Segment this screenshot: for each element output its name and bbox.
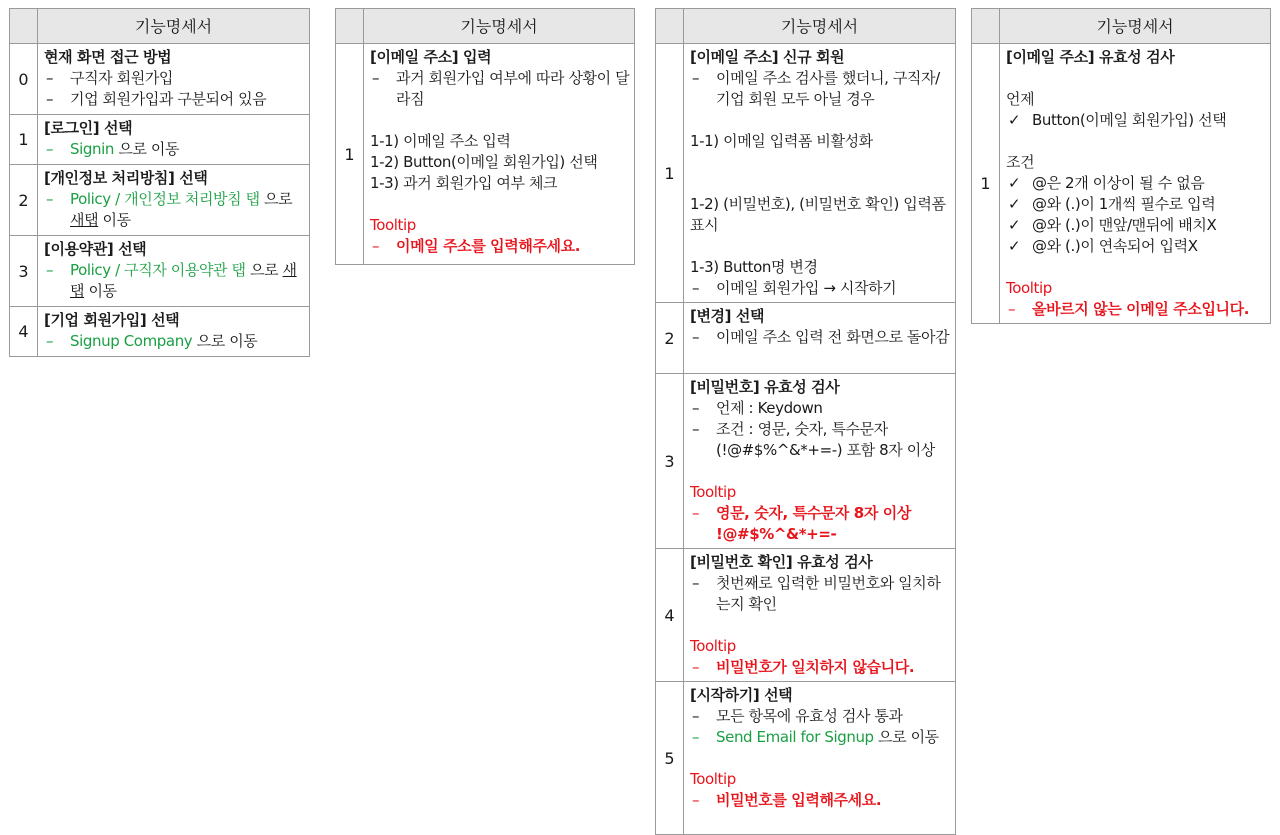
table-row [972, 44, 1271, 324]
table-header: 기능명세서 [1000, 9, 1271, 44]
item-text: 첫번째로 입력한 비밀번호와 일치하는지 확인 [716, 574, 941, 613]
row-number: 1 [656, 44, 684, 303]
row-number: 4 [10, 307, 38, 357]
blank-line [690, 110, 951, 131]
table-header: 기능명세서 [364, 9, 635, 44]
row-content [364, 44, 635, 265]
dash-item [690, 706, 951, 727]
item-title: [이메일 주소] 입력 [370, 48, 492, 66]
tooltip-label: Tooltip [370, 216, 416, 234]
text-line: 1-3) Button명 변경 [690, 258, 818, 276]
row-number: 1 [972, 44, 1000, 324]
dash-bullet-icon: – [46, 69, 54, 87]
dash-item [44, 331, 305, 352]
table-row [656, 549, 956, 682]
table-row [10, 236, 310, 307]
item-text: 이메일 주소 검사를 했더니, 구직자/기업 회원 모두 아닐 경우 [716, 69, 940, 108]
row-number: 2 [656, 303, 684, 374]
table-row [10, 165, 310, 236]
blank-line [370, 194, 630, 215]
dash-bullet-icon: – [692, 707, 700, 725]
row-content [38, 165, 310, 236]
screen-link-text: Policy / 개인정보 처리방침 탭 [70, 190, 260, 208]
dash-item [690, 573, 951, 615]
dash-bullet-icon: – [692, 504, 700, 522]
item-title: [시작하기] 선택 [690, 686, 793, 704]
tooltip-message: 이메일 주소를 입력해주세요. [396, 237, 581, 255]
row-number: 4 [656, 549, 684, 682]
item-title: [이용약관] 선택 [44, 240, 147, 258]
dash-bullet-icon: – [372, 69, 380, 87]
dash-item [370, 68, 630, 110]
table-header: 기능명세서 [684, 9, 956, 44]
dash-bullet-icon: – [692, 420, 700, 438]
dash-item [690, 327, 951, 348]
tooltip-label: Tooltip [690, 770, 736, 788]
dash-item [690, 419, 951, 461]
blank-line [1006, 68, 1266, 89]
item-title: [기업 회원가입] 선택 [44, 311, 180, 329]
screen-link-text: Signup Company [70, 332, 193, 350]
checkmark-icon: ✓ [1008, 216, 1021, 234]
text-line: 1-3) 과거 회원가입 여부 체크 [370, 174, 558, 192]
corner-cell [972, 9, 1000, 44]
blank-line [690, 461, 951, 482]
row-number: 5 [656, 682, 684, 835]
item-title: [이메일 주소] 유효성 검사 [1006, 48, 1175, 66]
check-item [1006, 194, 1266, 215]
tooltip-label: Tooltip [1006, 279, 1052, 297]
checkmark-icon: ✓ [1008, 111, 1021, 129]
blank-line [690, 615, 951, 636]
item-text: 이동 [84, 282, 117, 300]
item-text: 새탭 [70, 261, 297, 300]
table-row [10, 44, 310, 115]
checkmark-icon: ✓ [1008, 237, 1021, 255]
item-text: @은 2개 이상이 될 수 없음 [1032, 174, 1205, 192]
table-row [10, 115, 310, 165]
item-text: 새탭 [70, 211, 99, 229]
dash-item [44, 68, 305, 89]
blank-line [1006, 131, 1266, 152]
table-row [10, 307, 310, 357]
item-title: [비밀번호] 유효성 검사 [690, 378, 840, 396]
text-line: 1-1) 이메일 주소 입력 [370, 132, 511, 150]
spec-table-3 [655, 8, 956, 835]
item-text: 언제 : Keydown [716, 399, 823, 417]
text-line: 1-1) 이메일 입력폼 비활성화 [690, 132, 873, 150]
item-text: @와 (.)이 맨앞/맨뒤에 배치X [1032, 216, 1217, 234]
item-title: [개인정보 처리방침] 선택 [44, 169, 208, 187]
row-number: 3 [10, 236, 38, 307]
spec-table-2 [335, 8, 635, 265]
dash-item [44, 260, 305, 302]
table-row [656, 374, 956, 549]
item-text: 으로 이동 [873, 728, 939, 746]
row-number: 3 [656, 374, 684, 549]
dash-bullet-icon: – [46, 332, 54, 350]
row-content [684, 549, 956, 682]
tooltip-message: 비밀번호를 입력해주세요. [716, 791, 882, 809]
table-header: 기능명세서 [38, 9, 310, 44]
dash-item [690, 657, 951, 678]
dash-item [690, 68, 951, 110]
row-content [684, 303, 956, 374]
row-content [38, 236, 310, 307]
item-text: 이메일 회원가입 → 시작하기 [716, 279, 897, 297]
item-title: [로그인] 선택 [44, 119, 133, 137]
check-item [1006, 173, 1266, 194]
blank-line [690, 173, 951, 194]
table-row [656, 682, 956, 835]
check-item [1006, 236, 1266, 257]
item-title: [변경] 선택 [690, 307, 765, 325]
checkmark-icon: ✓ [1008, 174, 1021, 192]
dash-bullet-icon: – [372, 237, 380, 255]
table-row [336, 44, 635, 265]
screen-link-text: Signin [70, 140, 114, 158]
dash-bullet-icon: – [692, 399, 700, 417]
check-item [1006, 110, 1266, 131]
row-content [684, 682, 956, 835]
text-line: 언제 [1006, 90, 1035, 108]
item-text: 이동 [98, 211, 131, 229]
item-text: 으로 이동 [114, 140, 180, 158]
spec-table-4 [971, 8, 1271, 324]
table-row [656, 44, 956, 303]
dash-item [690, 790, 951, 811]
item-text: Button(이메일 회원가입) 선택 [1032, 111, 1227, 129]
checkmark-icon: ✓ [1008, 195, 1021, 213]
blank-line [370, 110, 630, 131]
spec-table-1 [9, 8, 310, 357]
row-number: 1 [336, 44, 364, 265]
tooltip-label: Tooltip [690, 637, 736, 655]
dash-bullet-icon: – [692, 69, 700, 87]
item-text: 이메일 주소 입력 전 화면으로 돌아감 [716, 328, 950, 346]
dash-item [44, 89, 305, 110]
row-content [38, 115, 310, 165]
dash-item [44, 189, 305, 231]
dash-item [690, 278, 951, 299]
blank-line [690, 152, 951, 173]
item-title: [비밀번호 확인] 유효성 검사 [690, 553, 873, 571]
blank-line [690, 748, 951, 769]
dash-bullet-icon: – [692, 658, 700, 676]
item-text: 모든 항목에 유효성 검사 통과 [716, 707, 903, 725]
row-number: 0 [10, 44, 38, 115]
tooltip-message: 영문, 숫자, 특수문자 8자 이상 !@#$%^&*+=- [716, 504, 911, 543]
row-content [38, 307, 310, 357]
text-line: 1-2) (비밀번호), (비밀번호 확인) 입력폼 표시 [690, 195, 946, 234]
dash-bullet-icon: – [692, 791, 700, 809]
item-title: 현재 화면 접근 방법 [44, 48, 172, 66]
row-number: 1 [10, 115, 38, 165]
row-content [38, 44, 310, 115]
tooltip-message: 올바르지 않는 이메일 주소입니다. [1032, 300, 1250, 318]
dash-bullet-icon: – [46, 261, 54, 279]
dash-item [1006, 299, 1266, 320]
corner-cell [10, 9, 38, 44]
dash-bullet-icon: – [692, 574, 700, 592]
row-content [684, 374, 956, 549]
tooltip-message: 비밀번호가 일치하지 않습니다. [716, 658, 915, 676]
dash-bullet-icon: – [692, 328, 700, 346]
text-line: 조건 [1006, 153, 1035, 171]
item-text: 으로 [259, 190, 293, 208]
item-text: 구직자 회원가입 [70, 69, 173, 87]
dash-bullet-icon: – [46, 190, 54, 208]
corner-cell [336, 9, 364, 44]
screen-link-text: Send Email for Signup [716, 728, 874, 746]
text-line: 1-2) Button(이메일 회원가입) 선택 [370, 153, 598, 171]
dash-bullet-icon: – [1008, 300, 1016, 318]
blank-line [690, 236, 951, 257]
item-text: 기업 회원가입과 구분되어 있음 [70, 90, 267, 108]
dash-bullet-icon: – [46, 140, 54, 158]
row-content [684, 44, 956, 303]
corner-cell [656, 9, 684, 44]
dash-bullet-icon: – [692, 728, 700, 746]
item-text: 조건 : 영문, 숫자, 특수문자 (!@#$%^&*+=-) 포함 8자 이상 [716, 420, 935, 459]
dash-bullet-icon: – [692, 279, 700, 297]
item-text: 으로 이동 [192, 332, 258, 350]
item-text: @와 (.)이 1개씩 필수로 입력 [1032, 195, 1216, 213]
dash-item [370, 236, 630, 257]
item-text: 과거 회원가입 여부에 따라 상황이 달라짐 [396, 69, 630, 108]
tooltip-label: Tooltip [690, 483, 736, 501]
table-row [656, 303, 956, 374]
item-text: @와 (.)이 연속되어 입력X [1032, 237, 1198, 255]
blank-line [1006, 257, 1266, 278]
dash-item [690, 727, 951, 748]
row-number: 2 [10, 165, 38, 236]
dash-bullet-icon: – [46, 90, 54, 108]
dash-item [690, 398, 951, 419]
dash-item [690, 503, 951, 545]
dash-item [44, 139, 305, 160]
row-content [1000, 44, 1271, 324]
check-item [1006, 215, 1266, 236]
screen-link-text: Policy / 구직자 이용약관 탭 [70, 261, 246, 279]
item-title: [이메일 주소] 신규 회원 [690, 48, 845, 66]
item-text: 으로 [245, 261, 283, 279]
